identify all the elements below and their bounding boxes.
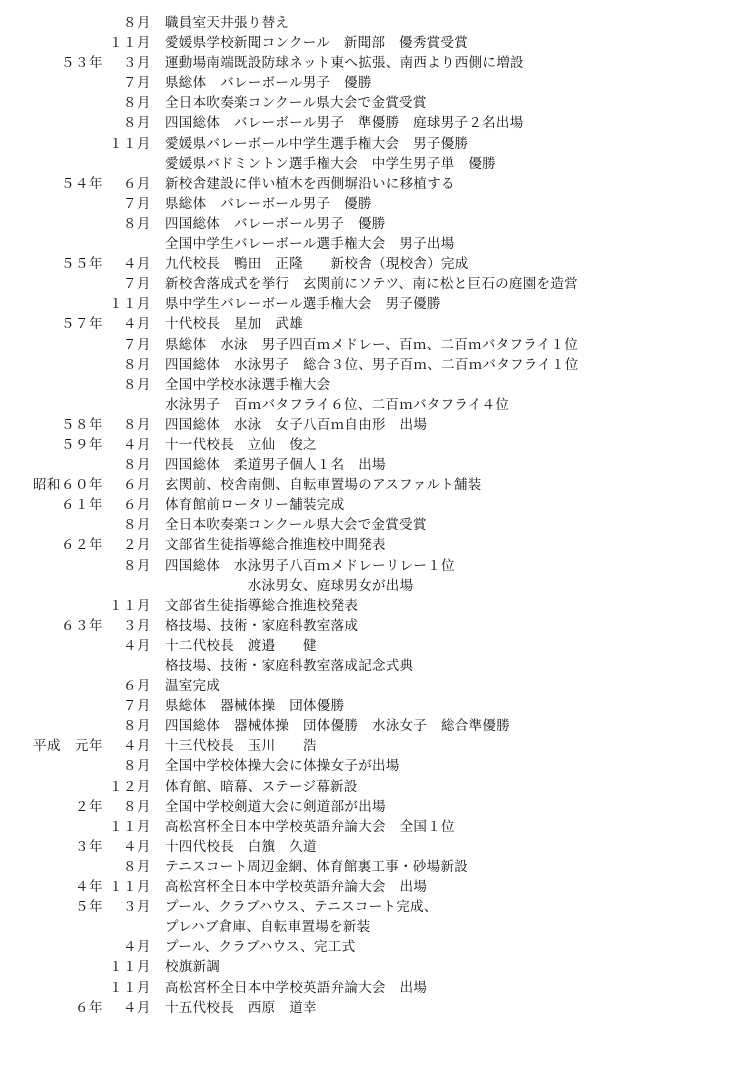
entry-month: ８月 <box>123 416 151 433</box>
entry-text: 四国総体 水泳男子八百ｍメドレーリレー１位 <box>165 557 455 574</box>
entry-year: ６年 <box>75 999 103 1016</box>
chronology-entry <box>0 174 756 194</box>
entry-text: 校旗新調 <box>165 959 221 976</box>
entry-year: ５年 <box>75 899 103 916</box>
entry-year: ６１年 <box>61 497 103 514</box>
entry-text: 新校舎落成式を挙行 玄関前にソテツ、南に松と巨石の庭園を造営 <box>165 276 578 293</box>
entry-month: ４月 <box>123 738 151 755</box>
entry-month: ８月 <box>123 376 151 393</box>
chronology-entry <box>0 154 756 174</box>
entry-month: ８月 <box>123 858 151 875</box>
entry-text: 高松宮杯全日本中学校英語弁論大会 出場 <box>165 979 428 996</box>
chronology-entry <box>0 254 756 274</box>
entry-month: ８月 <box>123 15 151 31</box>
entry-month: ８月 <box>123 718 151 735</box>
chronology-entry <box>0 535 756 555</box>
chronology-entry <box>0 33 756 53</box>
entry-text: 職員室天井張り替え <box>165 15 290 31</box>
entry-month: １１月 <box>109 979 151 996</box>
entry-month: ４月 <box>123 436 151 453</box>
chronology-entry <box>0 435 756 455</box>
entry-month: ８月 <box>123 95 151 112</box>
entry-month: ４月 <box>123 838 151 855</box>
entry-text: 水泳男女、庭球男女が出場 <box>165 577 414 594</box>
chronology-entry <box>0 978 756 998</box>
entry-month: ７月 <box>123 698 151 715</box>
entry-text: 格技場、技術・家庭科教室落成 <box>165 617 359 634</box>
entry-text: 新校舎建設に伴い植木を西側塀沿いに移植する <box>165 175 455 192</box>
entry-month: ６月 <box>123 678 151 695</box>
entry-text: テニスコート周辺金網、体育館裏工事・砂場新設 <box>165 858 469 875</box>
entry-month: ８月 <box>123 457 151 474</box>
entry-month: ７月 <box>123 75 151 92</box>
chronology-entry <box>0 314 756 334</box>
entry-month: １２月 <box>109 778 151 795</box>
chronology-entry <box>0 355 756 375</box>
entry-year: ２年 <box>75 798 103 815</box>
entry-month: ８月 <box>123 557 151 574</box>
entry-text: 県総体 水泳 男子四百ｍメドレー、百ｍ、二百ｍバタフライ１位 <box>165 336 579 353</box>
entry-month: ７月 <box>123 336 151 353</box>
entry-text: 十二代校長 渡邉 健 <box>165 637 317 654</box>
entry-month: １１月 <box>109 818 151 835</box>
entry-month: １１月 <box>109 296 151 313</box>
entry-month: ８月 <box>123 758 151 775</box>
entry-text: 四国総体 水泳男子 総合３位、男子百ｍ、二百ｍバタフライ１位 <box>165 356 579 373</box>
entry-year: ５９年 <box>61 436 103 453</box>
entry-year: ３年 <box>75 838 103 855</box>
entry-month: ８月 <box>123 356 151 373</box>
entry-text: 九代校長 鴨田 正隆 新校舎（現校舎）完成 <box>165 256 469 273</box>
entry-month: ４月 <box>123 637 151 654</box>
chronology-entry <box>0 53 756 73</box>
chronology-entry <box>0 797 756 817</box>
chronology-entry <box>0 596 756 616</box>
chronology-entry <box>0 214 756 234</box>
entry-month: １１月 <box>109 597 151 614</box>
chronology-entry <box>0 556 756 576</box>
entry-year: ６２年 <box>61 537 103 554</box>
entry-text: 愛媛県バドミントン選手権大会 中学生男子単 優勝 <box>165 155 496 172</box>
chronology-entry <box>0 716 756 736</box>
entry-year: ５８年 <box>61 416 103 433</box>
chronology-entry <box>0 495 756 515</box>
entry-text: プレハブ倉庫、自転車置場を新装 <box>165 919 371 936</box>
entry-month: ３月 <box>123 617 151 634</box>
chronology-entry <box>0 877 756 897</box>
chronology-entry <box>0 93 756 113</box>
entry-year: ５７年 <box>61 316 103 333</box>
entry-text: 温室完成 <box>165 678 221 695</box>
entry-text: 県総体 バレーボール男子 優勝 <box>165 75 372 92</box>
entry-month: ６月 <box>123 477 151 494</box>
entry-month: １１月 <box>109 135 151 152</box>
entry-month: ４月 <box>123 939 151 956</box>
chronology-entry <box>0 897 756 917</box>
chronology-entry <box>0 335 756 355</box>
entry-month: ３月 <box>123 899 151 916</box>
entry-month: ６月 <box>123 175 151 192</box>
entry-text: プール、クラブハウス、テニスコート完成、 <box>165 899 438 916</box>
entry-text: 愛媛県学校新聞コンクール 新聞部 優秀賞受賞 <box>165 35 469 52</box>
entry-month: ７月 <box>123 195 151 212</box>
entry-text: 高松宮杯全日本中学校英語弁論大会 全国１位 <box>165 818 455 835</box>
entry-text: 体育館、暗幕、ステージ幕新設 <box>165 778 358 795</box>
chronology-entry <box>0 636 756 656</box>
entry-text: 運動場南端既設防球ネット東へ拡張、南西より西側に増設 <box>165 55 524 72</box>
entry-month: ４月 <box>123 256 151 273</box>
chronology-entry <box>0 194 756 214</box>
entry-text: プール、クラブハウス、完工式 <box>165 939 356 956</box>
entry-text: 十三代校長 玉川 浩 <box>165 738 317 755</box>
entry-month: ３月 <box>123 55 151 72</box>
entry-year: ５３年 <box>61 55 103 72</box>
entry-text: 四国総体 水泳 女子八百ｍ自由形 出場 <box>165 416 428 433</box>
chronology-entry <box>0 676 756 696</box>
entry-text: 玄関前、校舎南側、自転車置場のアスファルト舗装 <box>165 477 482 494</box>
chronology-entry <box>0 274 756 294</box>
chronology-entry <box>0 656 756 676</box>
entry-text: 十四代校長 白籏 久道 <box>165 838 317 855</box>
chronology-entry <box>0 777 756 797</box>
entry-text: 体育館前ロータリー舗装完成 <box>165 497 345 514</box>
entry-month: ４月 <box>123 999 151 1016</box>
entry-month: ８月 <box>123 798 151 815</box>
entry-year: ５５年 <box>61 256 103 273</box>
entry-year: 昭和６０年 <box>33 477 103 494</box>
chronology-entry <box>0 395 756 415</box>
entry-month: ８月 <box>123 517 151 534</box>
entry-text: 愛媛県バレーボール中学生選手権大会 男子優勝 <box>165 135 469 152</box>
chronology-entry <box>0 937 756 957</box>
chronology-entry <box>0 576 756 596</box>
entry-text: 十一代校長 立仙 俊之 <box>165 436 317 453</box>
chronology-entry <box>0 998 756 1018</box>
history-chronology <box>0 13 756 1018</box>
chronology-entry <box>0 736 756 756</box>
chronology-entry <box>0 756 756 776</box>
chronology-entry <box>0 13 756 33</box>
entry-year: 平成 元年 <box>33 738 103 755</box>
chronology-entry <box>0 234 756 254</box>
entry-text: 全国中学校水泳選手権大会 <box>165 376 331 393</box>
chronology-entry <box>0 817 756 837</box>
entry-month: ２月 <box>123 537 151 554</box>
chronology-entry <box>0 696 756 716</box>
entry-month: ８月 <box>123 215 151 232</box>
entry-text: 文部省生徒指導総合推進校中間発表 <box>165 537 386 554</box>
entry-month: １１月 <box>109 879 151 896</box>
entry-text: 文部省生徒指導総合推進校発表 <box>165 597 359 614</box>
entry-text: 全日本吹奏楽コンクール県大会で金賞受賞 <box>165 95 427 112</box>
entry-year: ４年 <box>75 879 103 896</box>
entry-text: 格技場、技術・家庭科教室落成記念式典 <box>165 658 414 674</box>
entry-month: ６月 <box>123 497 151 514</box>
chronology-entry <box>0 455 756 475</box>
entry-text: 四国総体 バレーボール男子 優勝 <box>165 215 386 232</box>
entry-text: 県総体 バレーボール男子 優勝 <box>165 195 372 212</box>
entry-text: 県中学生バレーボール選手権大会 男子優勝 <box>165 296 441 313</box>
entry-month: １１月 <box>109 35 151 52</box>
entry-text: 水泳男子 百ｍバタフライ６位、二百ｍバタフライ４位 <box>165 396 510 413</box>
entry-year: ６３年 <box>61 617 103 634</box>
entry-month: ４月 <box>123 316 151 333</box>
chronology-entry <box>0 294 756 314</box>
chronology-entry <box>0 475 756 495</box>
chronology-entry <box>0 515 756 535</box>
chronology-entry <box>0 616 756 636</box>
entry-text: 四国総体 バレーボール男子 準優勝 庭球男子２名出場 <box>165 115 524 132</box>
entry-text: 四国総体 器械体操 団体優勝 水泳女子 総合準優勝 <box>165 718 510 735</box>
entry-year: ５４年 <box>61 175 103 192</box>
chronology-entry <box>0 415 756 435</box>
chronology-entry <box>0 857 756 877</box>
chronology-entry <box>0 837 756 857</box>
entry-text: 全日本吹奏楽コンクール県大会で金賞受賞 <box>165 517 427 534</box>
chronology-entry <box>0 917 756 937</box>
entry-month: ８月 <box>123 115 151 132</box>
chronology-entry <box>0 375 756 395</box>
entry-text: 十代校長 星加 武雄 <box>165 316 303 333</box>
entry-month: ７月 <box>123 276 151 293</box>
entry-text: 全国中学校体操大会に体操女子が出場 <box>165 758 400 775</box>
chronology-entry <box>0 113 756 133</box>
entry-text: 四国総体 柔道男子個人１名 出場 <box>165 457 386 474</box>
chronology-entry <box>0 134 756 154</box>
chronology-entry <box>0 957 756 977</box>
entry-text: 全国中学生バレーボール選手権大会 男子出場 <box>165 236 455 253</box>
entry-text: 全国中学校剣道大会に剣道部が出場 <box>165 798 386 815</box>
entry-text: 十五代校長 西原 道幸 <box>165 999 317 1016</box>
chronology-entry <box>0 73 756 93</box>
entry-text: 高松宮杯全日本中学校英語弁論大会 出場 <box>165 879 428 896</box>
entry-month: １１月 <box>109 959 151 976</box>
entry-text: 県総体 器械体操 団体優勝 <box>165 698 345 715</box>
